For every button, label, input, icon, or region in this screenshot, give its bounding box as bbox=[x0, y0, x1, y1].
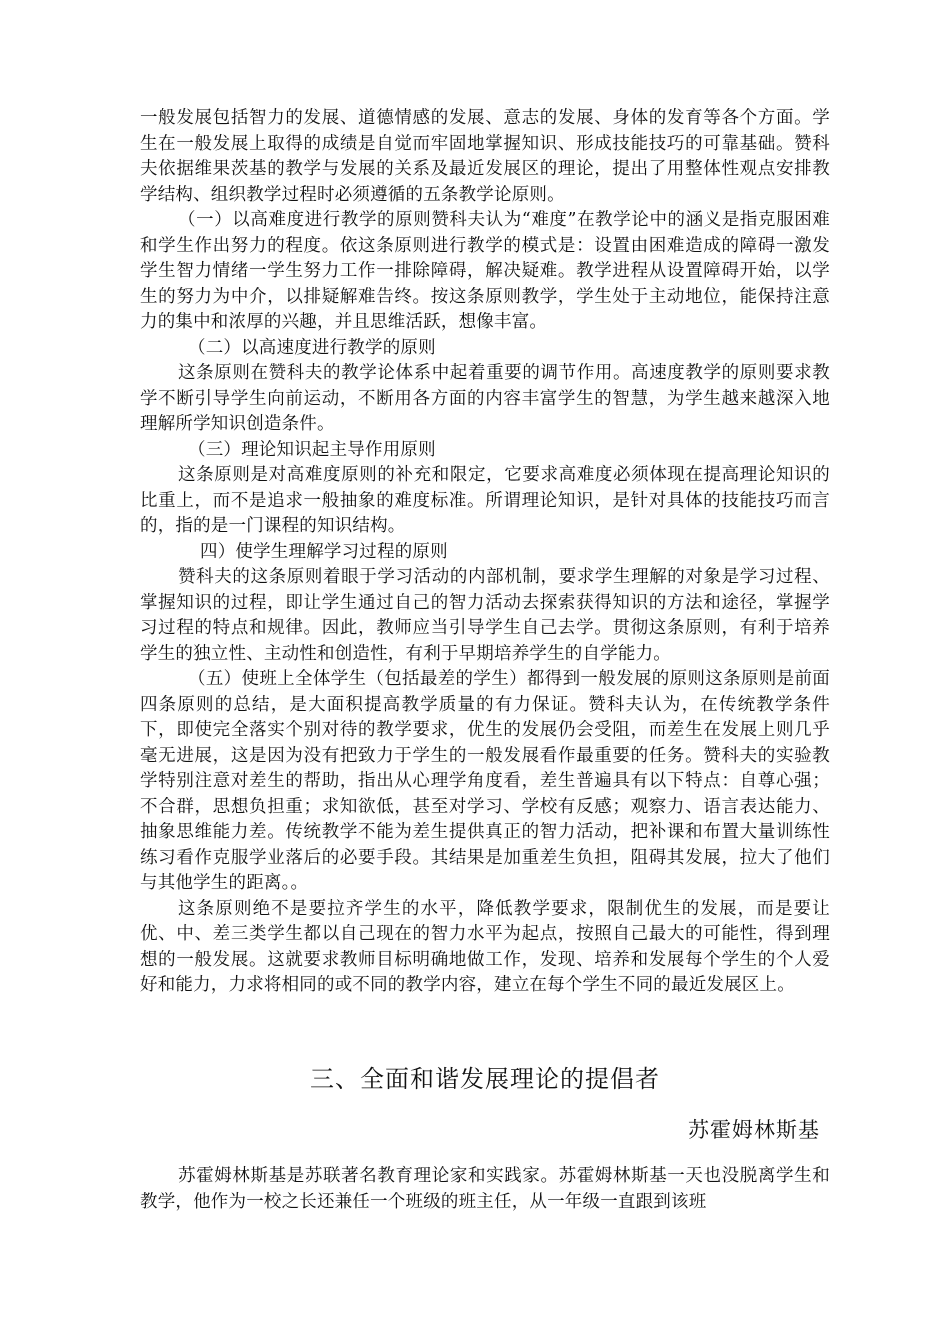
heading-principle-learning-process: 四）使学生理解学习过程的原则 bbox=[200, 541, 448, 562]
heading-principle-theory: （三）理论知识起主导作用原则 bbox=[188, 439, 436, 460]
paragraph-intro: 苏霍姆林斯基是苏联著名教育理论家和实践家。苏霍姆林斯基一天也没脱离学生和教学，他作为一校之长还兼任一个班级的班主任，从一年级一直跟到该班 bbox=[140, 1166, 830, 1212]
paragraph-general-development: 一般发展包括智力的发展、道德情感的发展、意志的发展、身体的发育等各个方面。学生在一般发展上取得的成绩是自觉而牢固地掌握知识、形成技能技巧的可靠基础。赞科夫依据维果茨基的教学与发展的关系及最近发展区的理论，提出了用整体性观点安排教学结构、组织教学过程时必须遵循的五条教学论原则。 bbox=[140, 108, 830, 205]
paragraph-not-levelling: 这条原则绝不是要拉齐学生的水平，降低教学要求，限制优生的发展，而是要让优、中、差三类学生都以自己现在的智力水平为起点，按照自己最大的可能性，得到理想的一般发展。这就要求教师目标明确地做工作，发现、培养和发展每个学生的个人爱好和能力，力求将相同的或不同的教学内容，建立在每个学生不同的最近发展区上。 bbox=[140, 898, 830, 995]
paragraph-learning-process: 赞科夫的这条原则着眼于学习活动的内部机制，要求学生理解的对象是学习过程、掌握知识的过程，即让学生通过自己的智力活动去探索获得知识的方法和途径，掌握学习过程的特点和规律。因此，教师应当引导学生自己去学。贯彻这条原则，有利于培养学生的独立性、主动性和创造性，有利于早期培养学生的自学能力。 bbox=[140, 567, 830, 664]
body-text bbox=[140, 106, 830, 999]
author-name: 苏霍姆林斯基 bbox=[688, 1118, 820, 1142]
paragraph-high-speed: 这条原则在赞科夫的教学论体系中起着重要的调节作用。高速度教学的原则要求教学不断引导学生向前运动，不断用各方面的内容丰富学生的智慧，为学生越来越深入地理解所学知识创造条件。 bbox=[140, 363, 830, 434]
section-title: 三、全面和谐发展理论的提倡者 bbox=[310, 1065, 660, 1093]
paragraph-theory: 这条原则是对高难度原则的补充和限定，它要求高难度必须体现在提高理论知识的比重上，而不是追求一般抽象的难度标准。所谓理论知识，是针对具体的技能技巧而言的，指的是一门课程的知识结构。 bbox=[140, 465, 830, 536]
paragraph-principle-all-students: （五）使班上全体学生（包括最差的学生）都得到一般发展的原则这条原则是前面四条原则的总结，是大面积提高教学质量的有力保证。赞科夫认为，在传统教学条件下，即使完全落实个别对待的教学要求，优生的发展仍会受阻，而差生在发展上则几乎毫无进展，这是因为没有把致力于学生的一般发展看作最重要的任务。赞科夫的实验教学特别注意对差生的帮助，指出从心理学角度看，差生普遍具有以下特点：自尊心强；不合群，思想负担重；求知欲低，甚至对学习、学校有反感；观察力、语言表达能力、抽象思维能力差。传统教学不能为差生提供真正的智力活动，把补课和布置大量训练性练习看作克服学业落后的必要手段。其结果是加重差生负担，阻碍其发展，拉大了他们与其他学生的距离。。 bbox=[140, 669, 830, 893]
heading-principle-high-speed: （二）以高速度进行教学的原则 bbox=[188, 337, 436, 358]
paragraph-principle-high-difficulty: （一）以高难度进行教学的原则赞科夫认为“难度”在教学论中的涵义是指克服困难和学生作出努力的程度。依这条原则进行教学的模式是：设置由困难造成的障碍一激发学生智力情绪一学生努力工作一排除障碍，解决疑难。教学进程从设置障碍开始，以学生的努力为中介，以排疑解难告终。按这条原则教学，学生处于主动地位，能保持注意力的集中和浓厚的兴趣，并且思维活跃，想像丰富。 bbox=[140, 210, 830, 332]
intro-text bbox=[140, 1164, 830, 1215]
